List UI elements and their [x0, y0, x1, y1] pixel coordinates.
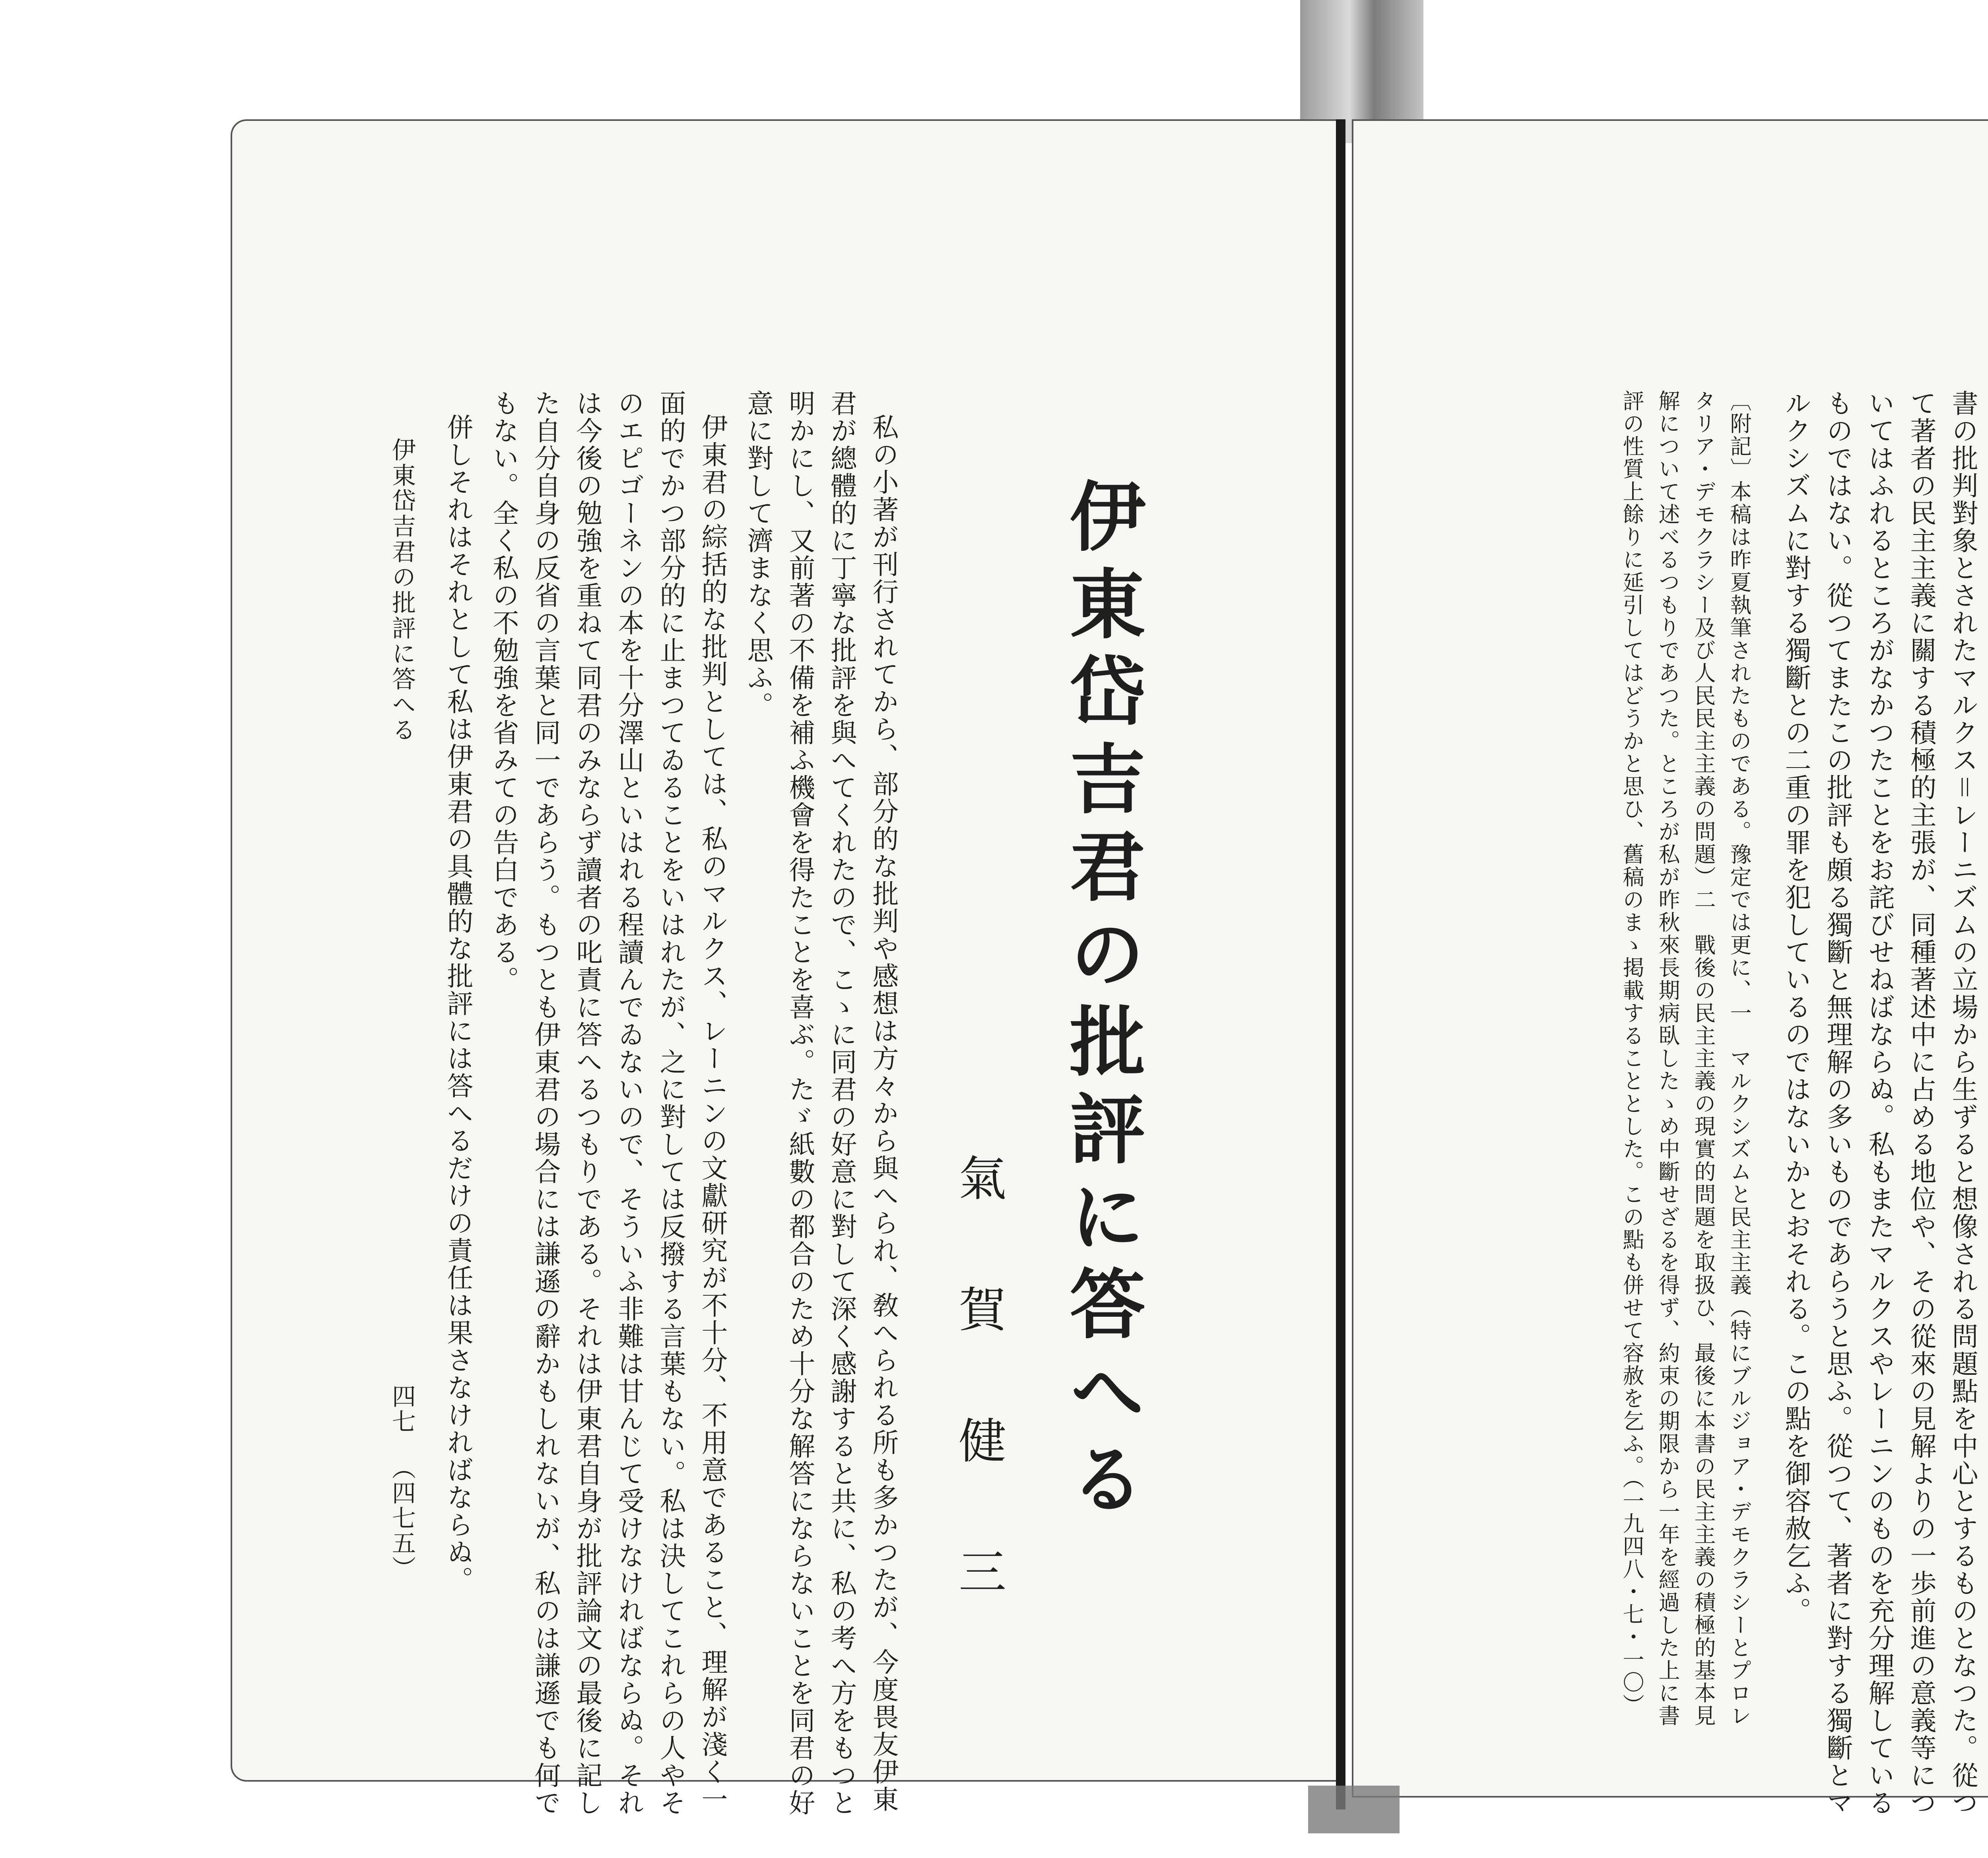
note-column: 〔附記〕本稿は昨夏執筆されたものである。豫定では更に、一 マルクシズムと民主主義（特にブルジョア・デモクラシーとプロレ [1727, 390, 1752, 1727]
text-column: は今後の勉強を重ねて同君のみならず讀者の叱責に答へるつもりである。それは伊東君自身が批評論文の最後に記し [572, 390, 602, 1817]
author-name: 氣賀健三 [951, 1153, 1006, 1678]
text-column: た自分自身の反省の言葉と同一であらう。もつとも伊東君の場合には謙遜の辭かもしれないが、私のは謙遜でも何で [530, 390, 561, 1817]
text-column: ものではない。從つてまたこの批評も頗る獨斷と無理解の多いものであらうと思ふ。從つて、著者に對する獨斷とマ [1822, 390, 1853, 1817]
text-column: 伊東君の綜括的な批判としては、私のマルクス、レーニンの文獻研究が不十分、不用意であること、理解が淺く一 [697, 414, 728, 1813]
book-gutter [1336, 119, 1345, 1809]
text-column: もない。全く私の不勉強を省みての告白である。 [488, 390, 519, 993]
page-number: 四七 [388, 1384, 416, 1434]
book-spine-bottom [1308, 1786, 1400, 1833]
text-column: 意に對して濟まなく思ふ。 [743, 390, 773, 719]
note-column: タリア・デモクラシー及び人民民主主義の問題）二 戰後の民主主義の現實的問題を取扱ひ、最後に本書の民主主義の積極的基本見 [1691, 390, 1716, 1727]
text-column: て著者の民主主義に關する積極的主張が、同種著述中に占める地位や、その從來の見解よりの一歩前進の意義等につ [1906, 390, 1936, 1817]
article-title: 伊東岱吉君の批評に答へる [1057, 477, 1146, 1527]
text-column: 私の小著が刊行されてから、部分的な批判や感想は方々から與へられ、敎へられる所も多かつたが、今度畏友伊東 [868, 414, 899, 1813]
text-column: 明かにし、又前著の不備を補ふ機會を得たことを喜ぶ。たゞ紙數の都合のため十分な解答にならないことを同君の好 [784, 390, 815, 1817]
text-column: いてはふれるところがなかつたことをお詫びせねばならぬ。私もまたマルクスやレーニンのものを充分理解している [1864, 390, 1895, 1817]
text-column: 併しそれはそれとして私は伊東君の具體的な批評には答へるだけの責任は果さなければならぬ。 [443, 414, 473, 1594]
running-footer: 伊東岱吉君の批評に答へる [388, 437, 416, 743]
text-column [1984, 414, 1988, 1813]
note-column: 評の性質上餘りに延引してはどうかと思ひ、舊稿のまゝ掲載することとした。この點も併せて容赦を乞ふ。（一九四八・七・一〇） [1619, 390, 1644, 1716]
note-column: 解について述べるつもりであつた。ところが私が昨秋來長期病臥したゝめ中斷せざるを得ず、約束の期限から一年を經過した上に書 [1655, 390, 1680, 1727]
text-column: ルクシズムに對する獨斷との二重の罪を犯しているのではないかとおそれる。この點を御容赦乞ふ。 [1780, 390, 1811, 1625]
text-column: 書の批判對象とされたマルクス＝レーニズムの立場から生ずると想像される問題點を中心とするものとなつた。從つ [1947, 390, 1978, 1817]
text-column: 面的でかつ部分的に止まつてゐることをいはれたが、之に對しては反撥する言葉もない。私は決してこれらの人やそ [655, 390, 686, 1817]
text-column: のエピゴーネンの本を十分澤山といはれる程讀んでゐないので、そういふ非難は甘んじて受けなければならぬ。それ [613, 390, 644, 1817]
text-column: 君が總體的に丁寧な批評を與へてくれたので、こゝに同君の好意に對して深く感謝すると共に、私の考へ方をもつと [826, 390, 857, 1817]
folio-number: （四七五） [388, 1456, 416, 1581]
